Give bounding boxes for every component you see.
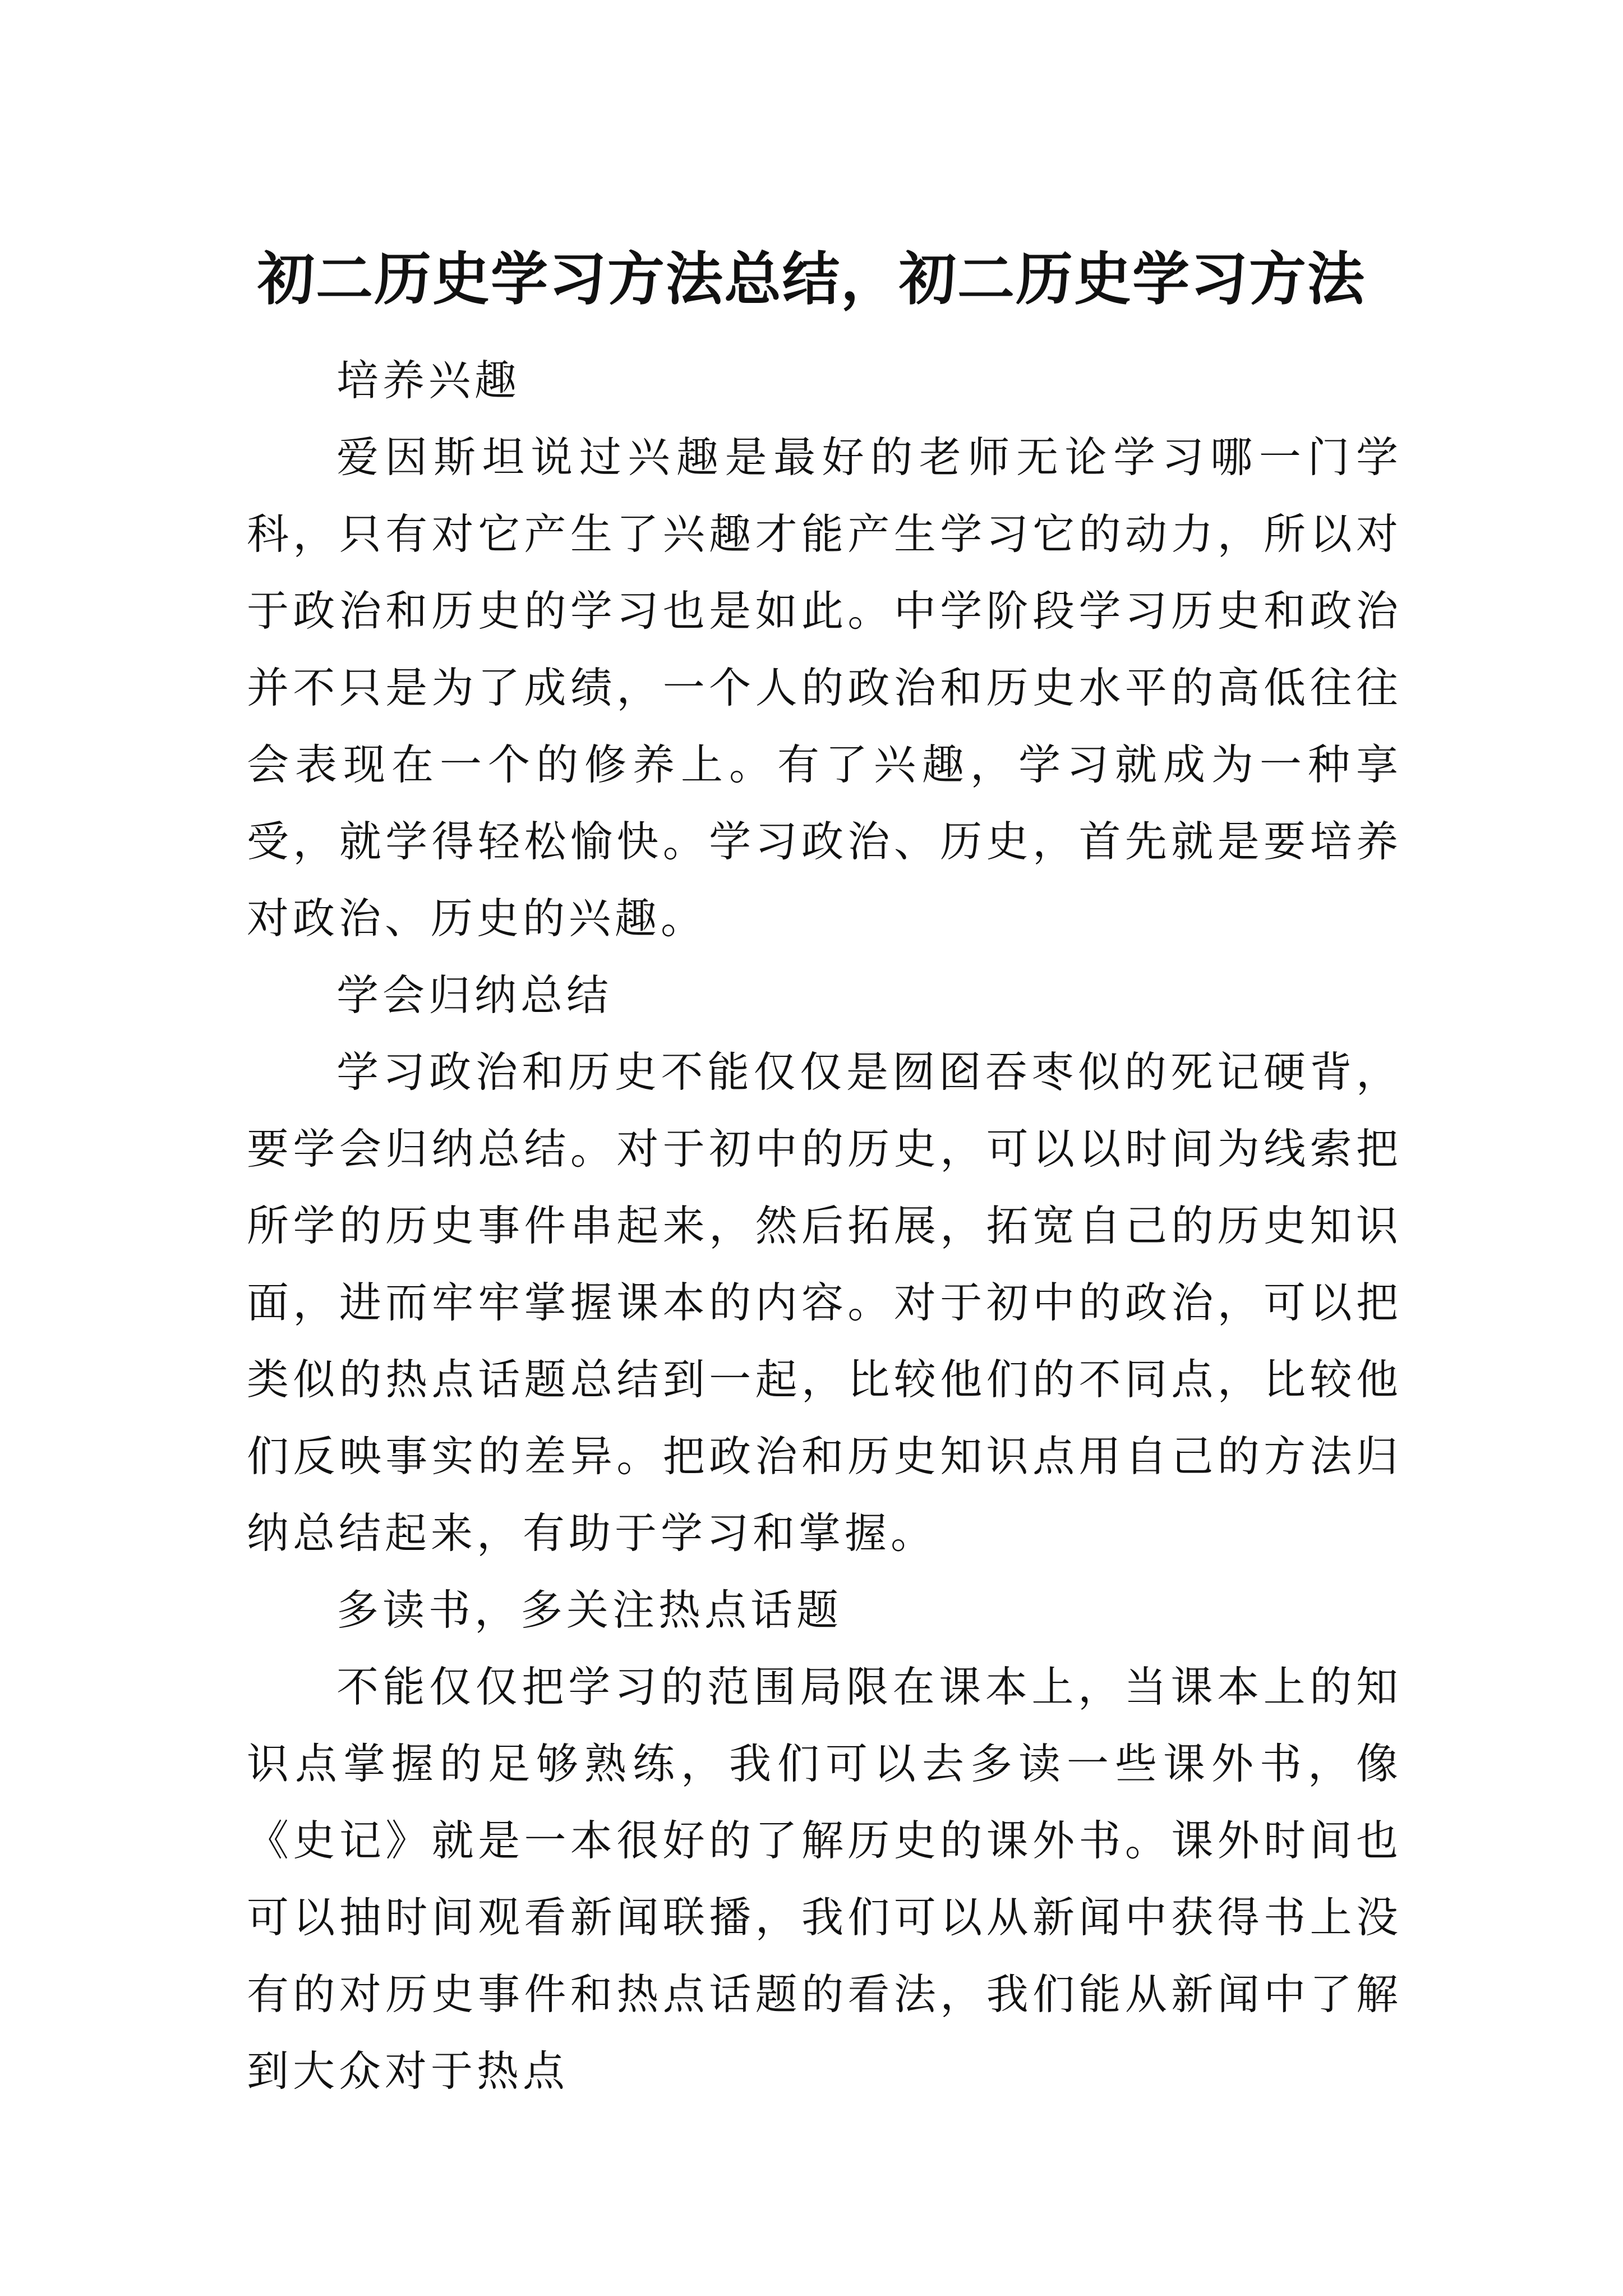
- paragraph-summarize: 学习政治和历史不能仅仅是囫囵吞枣似的死记硬背，要学会归纳总结。对于初中的历史，可以以时间为线索把所学的历史事件串起来，然后拓展，拓宽自己的历史知识面，进而牢牢掌握课本的内容。对于初中的政治，可以把类似的热点话题总结到一起，比较他们的不同点，比较他们反映事实的差异。把政治和历史知识点用自己的方法归纳总结起来，有助于学习和掌握。: [247, 1047, 1402, 1558]
- paragraph-interest: 爱因斯坦说过兴趣是最好的老师无论学习哪一门学科，只有对它产生了兴趣才能产生学习它的动力，所以对于政治和历史的学习也是如此。中学阶段学习历史和政治并不只是为了成绩，一个人的政治和历史水平的高低往往会表现在一个的修养上。有了兴趣，学习就成为一种享受，就学得轻松愉快。学习政治、历史，首先就是要培养对政治、历史的兴趣。: [247, 432, 1402, 943]
- document-body: [247, 342, 1402, 2110]
- section-heading-interest: 培养兴趣: [336, 356, 521, 405]
- section-heading-summarize: 学会归纳总结: [336, 970, 613, 1020]
- paragraph-reading: 不能仅仅把学习的范围局限在课本上，当课本上的知识点掌握的足够熟练，我们可以去多读一些课外书，像《史记》就是一本很好的了解历史的课外书。课外时间也可以抽时间观看新闻联播，我们可以从新闻中获得书上没有的对历史事件和热点话题的看法，我们能从新闻中了解到大众对于热点: [247, 1662, 1402, 2096]
- section-heading-reading: 多读书，多关注热点话题: [336, 1585, 843, 1635]
- document-title: 初二历史学习方法总结，初二历史学习方法: [257, 246, 1366, 314]
